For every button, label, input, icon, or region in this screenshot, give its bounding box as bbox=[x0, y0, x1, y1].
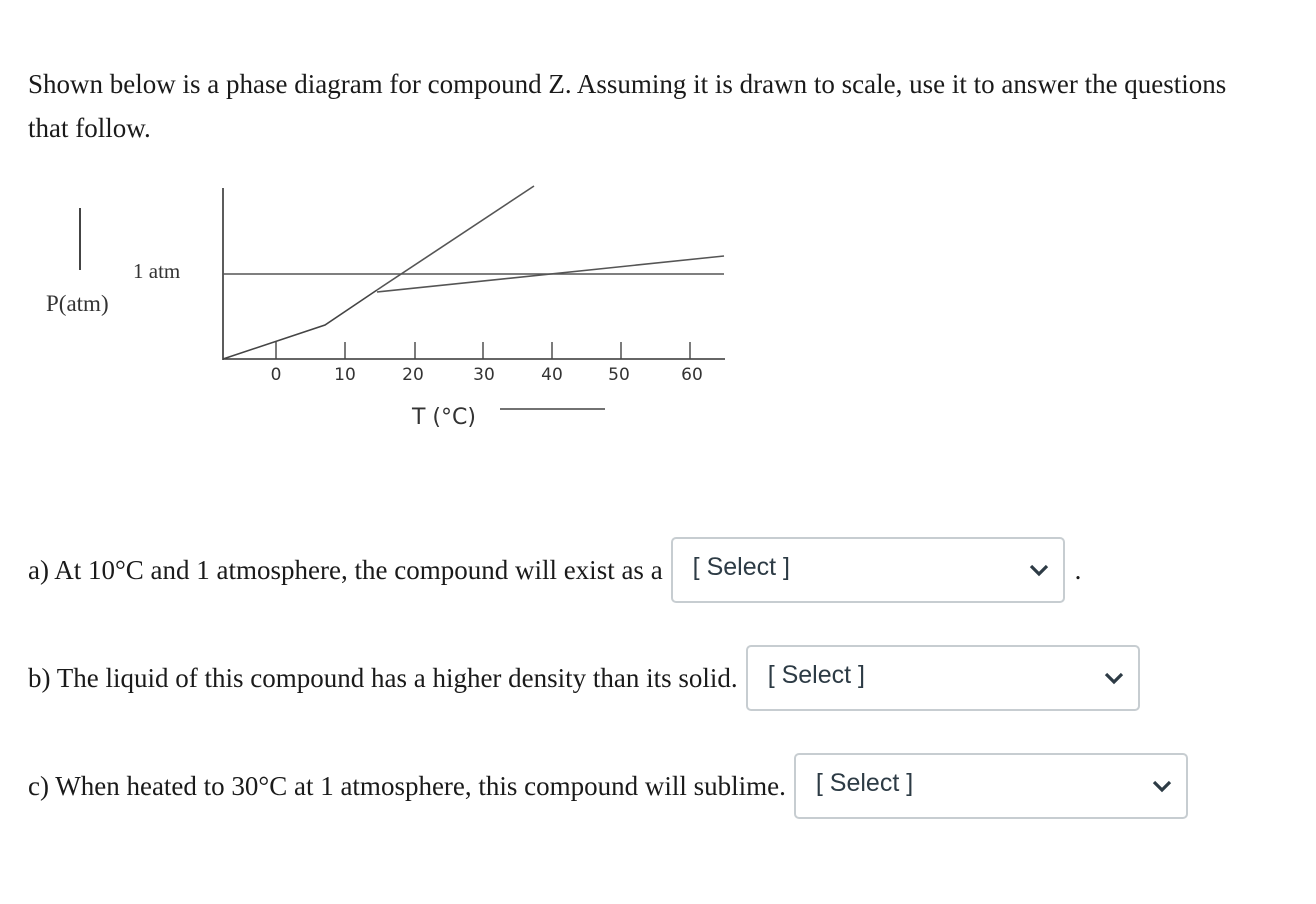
chevron-down-icon bbox=[1152, 779, 1172, 793]
question-a-text: a) At 10°C and 1 atmosphere, the compound will exist as a bbox=[28, 554, 663, 585]
tick-label: 20 bbox=[402, 365, 424, 385]
question-c-select[interactable] bbox=[794, 753, 1188, 819]
question-a-suffix: . bbox=[1074, 554, 1082, 585]
tick-label: 0 bbox=[270, 365, 282, 385]
y-axis-label: P(atm) bbox=[46, 291, 109, 316]
select-value: [ Select ] bbox=[692, 553, 790, 581]
tick-label: 40 bbox=[541, 365, 563, 385]
one-atm-label: 1 atm bbox=[133, 259, 181, 283]
phase-diagram bbox=[0, 170, 760, 440]
x-axis-label: T (°C) bbox=[412, 405, 476, 430]
question-c-text: c) When heated to 30°C at 1 atmosphere, this compound will sublime. bbox=[28, 770, 786, 801]
chevron-down-icon bbox=[1104, 671, 1124, 685]
question-b-text: b) The liquid of this compound has a higher density than its solid. bbox=[28, 662, 738, 693]
select-value: [ Select ] bbox=[767, 661, 865, 689]
tick-label: 30 bbox=[473, 365, 495, 385]
x-ticks bbox=[276, 342, 690, 359]
tick-label: 50 bbox=[608, 365, 630, 385]
question-b-select[interactable] bbox=[746, 645, 1140, 711]
question-a bbox=[28, 537, 1081, 603]
question-b bbox=[28, 645, 1140, 711]
chevron-down-icon bbox=[1029, 563, 1049, 577]
question-a-select[interactable] bbox=[671, 537, 1065, 603]
question-c bbox=[28, 753, 1188, 819]
tick-label: 10 bbox=[334, 365, 356, 385]
sublimation-curve bbox=[223, 290, 377, 359]
select-value: [ Select ] bbox=[815, 769, 914, 797]
intro-text: Shown below is a phase diagram for compound Z. Assuming it is drawn to scale, use it to answer the questions that follow. bbox=[28, 69, 1227, 143]
tick-label: 60 bbox=[681, 365, 703, 385]
